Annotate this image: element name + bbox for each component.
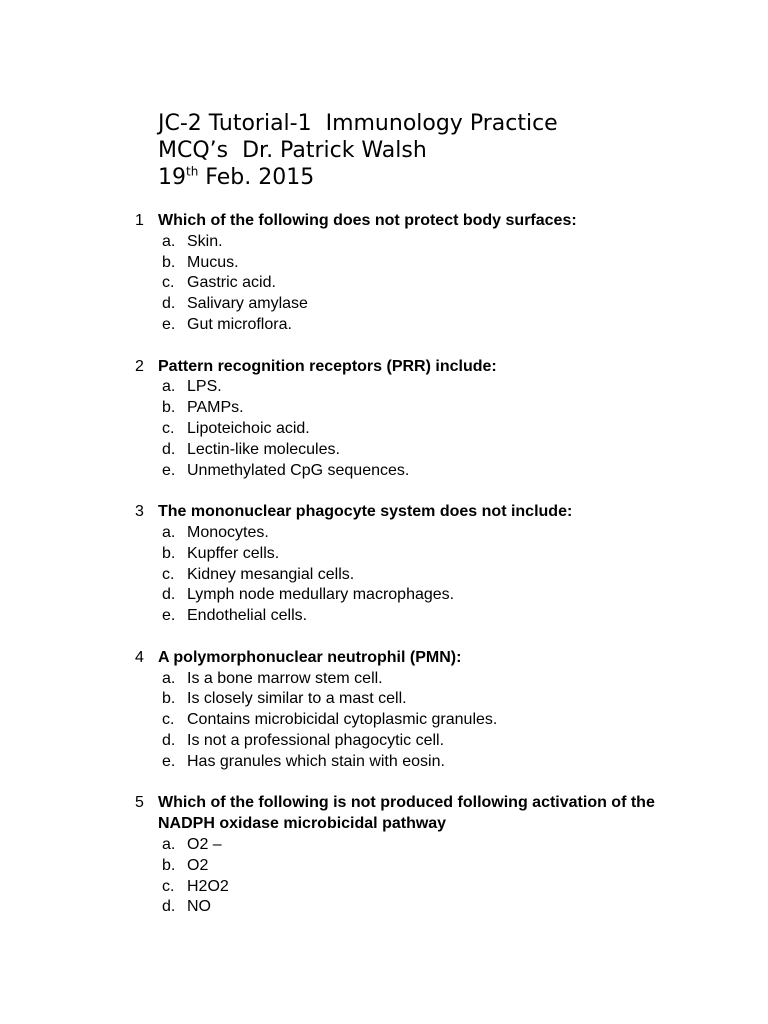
date-line (158, 164, 558, 191)
answer-options (135, 232, 755, 336)
answer-option (162, 710, 755, 731)
answer-options (135, 669, 755, 773)
date-month-year: Feb. 2015 (198, 165, 315, 190)
answer-option (162, 253, 755, 274)
question-text: The mononuclear phagocyte system does not include: (158, 503, 573, 521)
question-item (135, 793, 755, 918)
option-text: O2 – (187, 835, 222, 853)
option-letter: c. (162, 711, 175, 729)
answer-option (162, 669, 755, 690)
option-text: Lipoteichoic acid. (187, 419, 310, 437)
question-number: 5 (135, 794, 144, 812)
option-text: Is not a professional phagocytic cell. (187, 731, 445, 749)
question-number: 3 (135, 503, 144, 521)
title-line-1: JC-2 Tutorial-1 Immunology Practice (158, 111, 558, 136)
option-letter: a. (162, 669, 176, 687)
answer-option (162, 232, 755, 253)
date-day: 19 (158, 165, 186, 190)
option-letter: d. (162, 440, 176, 458)
question-number: 4 (135, 648, 144, 666)
question-text: Which of the following does not protect body surfaces: (158, 212, 577, 229)
option-text: Kupffer cells. (187, 544, 280, 562)
option-text: Kidney mesangial cells. (187, 565, 355, 583)
option-letter: a. (162, 523, 176, 541)
option-letter: c. (162, 877, 175, 895)
option-text: Salivary amylase (187, 295, 308, 313)
option-letter: c. (162, 565, 175, 583)
answer-option (162, 856, 755, 877)
answer-options (135, 523, 755, 627)
question-number: 2 (135, 357, 144, 375)
option-letter: b. (162, 399, 176, 417)
option-text: Gastric acid. (187, 274, 276, 292)
question-number: 1 (135, 212, 144, 229)
option-letter: a. (162, 232, 176, 250)
question-item (135, 357, 755, 482)
answer-options (135, 377, 755, 481)
answer-option (162, 544, 755, 565)
question-list (135, 211, 755, 939)
answer-option (162, 731, 755, 752)
option-letter: a. (162, 378, 176, 396)
option-letter: c. (162, 419, 175, 437)
option-text: Is a bone marrow stem cell. (187, 669, 383, 687)
option-text: Contains microbicidal cytoplasmic granules. (187, 711, 498, 729)
answer-option (162, 377, 755, 398)
option-letter: c. (162, 274, 175, 292)
option-letter: d. (162, 295, 176, 313)
option-letter: b. (162, 856, 176, 874)
question-text: A polymorphonuclear neutrophil (PMN): (158, 648, 462, 666)
option-letter: b. (162, 544, 176, 562)
answer-option (162, 606, 755, 627)
answer-option (162, 419, 755, 440)
question-item (135, 648, 755, 773)
answer-option (162, 440, 755, 461)
document-header (158, 110, 558, 191)
option-text: Is closely similar to a mast cell. (187, 690, 407, 708)
answer-option (162, 897, 755, 918)
option-letter: d. (162, 586, 176, 604)
question-text: Pattern recognition receptors (PRR) include: (158, 357, 497, 375)
option-text: Monocytes. (187, 523, 269, 541)
option-text: O2 (187, 856, 209, 874)
answer-option (162, 689, 755, 710)
option-text: Skin. (187, 232, 223, 250)
option-letter: e. (162, 752, 176, 770)
option-letter: d. (162, 731, 176, 749)
option-text: Lymph node medullary macrophages. (187, 586, 455, 604)
option-letter: e. (162, 315, 176, 333)
option-text: Lectin-like molecules. (187, 440, 340, 458)
option-letter: a. (162, 835, 176, 853)
answer-option (162, 461, 755, 482)
date-suffix: th (186, 164, 199, 179)
answer-option (162, 315, 755, 336)
option-letter: e. (162, 461, 176, 479)
answer-option (162, 752, 755, 773)
option-letter: e. (162, 607, 176, 625)
answer-option (162, 835, 755, 856)
answer-options (135, 835, 755, 918)
title-line-2: MCQ’s Dr. Patrick Walsh (158, 138, 427, 163)
option-text: Gut microflora. (187, 315, 292, 333)
answer-option (162, 523, 755, 544)
answer-option (162, 273, 755, 294)
option-text: H2O2 (187, 877, 229, 895)
answer-option (162, 877, 755, 898)
option-text: Endothelial cells. (187, 607, 308, 625)
option-letter: b. (162, 253, 176, 271)
question-item (135, 502, 755, 627)
option-text: PAMPs. (187, 399, 244, 417)
option-text: NO (187, 898, 211, 916)
option-letter: b. (162, 690, 176, 708)
answer-option (162, 565, 755, 586)
option-letter: d. (162, 898, 176, 916)
option-text: LPS. (187, 378, 222, 396)
question-item (135, 211, 755, 336)
question-text: Which of the following is not produced following activation of the NADPH oxidase microbicidal pathway (158, 794, 655, 833)
answer-option (162, 585, 755, 606)
option-text: Has granules which stain with eosin. (187, 752, 445, 770)
answer-option (162, 294, 755, 315)
option-text: Unmethylated CpG sequences. (187, 461, 410, 479)
answer-option (162, 398, 755, 419)
option-text: Mucus. (187, 253, 239, 271)
